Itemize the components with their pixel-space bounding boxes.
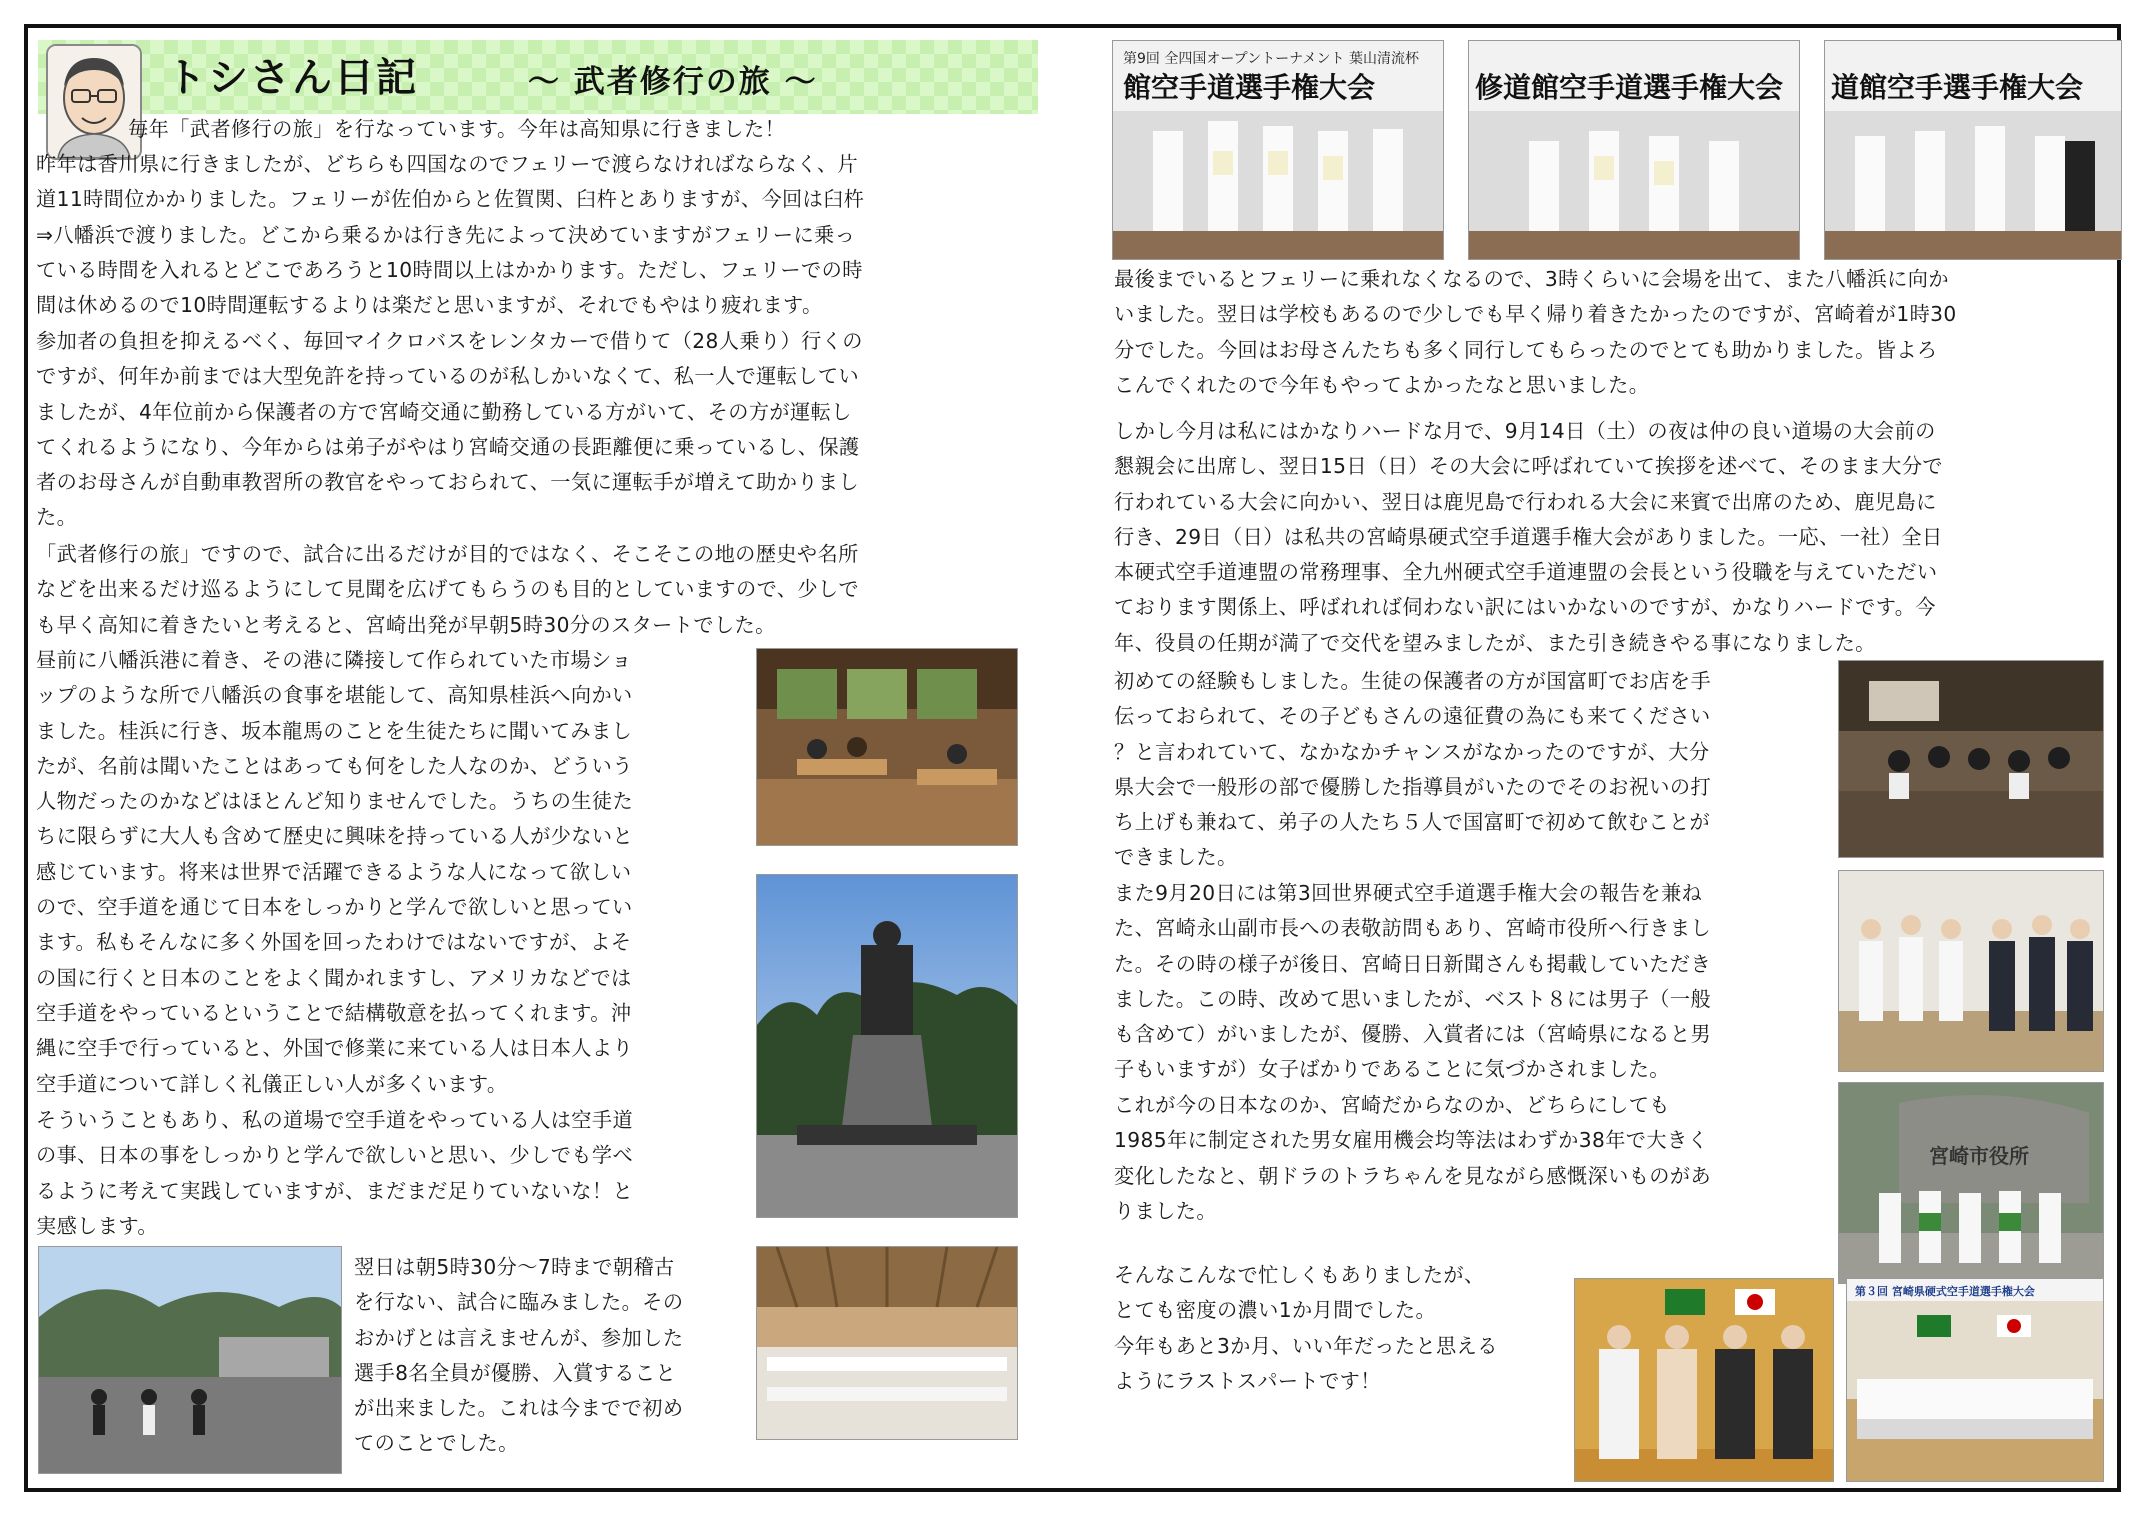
photo-restaurant (756, 648, 1018, 846)
photo-podium-1 (1112, 40, 1444, 260)
photo-celebration-dinner (1838, 660, 2104, 858)
header-banner (38, 40, 1038, 114)
paragraph-ferry: 昨年は香川県に行きましたが、どちらも四国なのでフェリーで渡らなければならなく、片 道11時間位かかりました。フェリーが佐伯からと佐賀関、臼杵とありますが、今回は臼杵 ⇒八幡浜で渡りました。どこから乗るかは行き先によって決めていますがフェリーに乗っ ている時間を入れるとどこであろうと10時間以上はかかります。ただし、フェリーでの時 間は休めるので10時間運転するよりは楽だと思いますが、それでもやはり疲れます。 (36, 152, 865, 318)
paragraph-equality: これが今の日本なのか、宮崎だからなのか、どちらにしても 1985年に制定された男女雇用機会均等法はわずか38年で大きく 変化したなと、朝ドラのトラちゃんを見ながら感慨深いものがあ りました。 (1114, 1093, 1712, 1223)
paragraph-return: 最後までいるとフェリーに乗れなくなるので、3時くらいに会場を出て、また八幡浜に向か いました。翌日は学校もあるので少しでも早く帰り着きたかったのですが、宮崎着が1時30 分でした。今回はお母さんたちも多く同行してもらったのでとても助かりました。皆よろ こんでくれたので今年もやってよかったなと思いました。 (1114, 267, 1957, 397)
newsletter-page (24, 24, 2121, 1492)
photo-ryoma-statue (756, 874, 1018, 1218)
paragraph-first-experience: 初めての経験もしました。生徒の保護者の方が国富町でお店を手 伝っておられて、その子どもさんの遠征費の為にも来てください ？と言われていて、なかなかチャンスがなかったのですが、大分 県大会で一般形の部で優勝した指導員がいたのでそのお祝いの打 ち上げも兼ねて、弟子の人たち５人で国富町で初めて飲むことが できました。 (1114, 669, 1712, 870)
banner-text-4: 道館空手選手権大会 (1831, 71, 2084, 104)
paragraph-busy-month: しかし今月は私にはかなりハードな月で、9月14日（土）の夜は仲の良い道場の大会前の 懇親会に出席し、翌日15日（日）その大会に呼ばれていて挨拶を述べて、そのまま大分で 行われている大会に向かい、翌日は鹿児島で行われる大会に来賓で出席のため、鹿児島に 行き、29日（日）は私共の宮崎県硬式空手道選手権大会がありました。一応、一社）全日 本硬式空手道連盟の常務理事、全九州硬式空手道連盟の会長という役職を与えていただい ております関係上、呼ばれれば伺わない訳にはいかないのですが、かなりハードです。今 年、役員の任期が満了で交代を望みましたが、また引き続きやる事になりました。 (1114, 419, 1944, 655)
photo-city-hall (1838, 1082, 2104, 1284)
author-caricature-icon (48, 46, 140, 158)
paragraph-purpose: 「武者修行の旅」ですので、試合に出るだけが目的ではなく、そこそこの地の歴史や名所 などを出来るだけ巡るようにして見聞を広げてもらうのも目的としていますので、少しで も早く高知に着きたいと考えると、宮崎出発が早朝5時30分のスタートでした。 (36, 542, 860, 637)
paragraph-closing: そんなこんなで忙しくもありましたが、 とても密度の濃い1か月間でした。 今年もあと3か月、いい年だったと思える ようにラストスパートです！ (1114, 1263, 1498, 1393)
intro-paragraph: 毎年「武者修行の旅」を行なっています。今年は高知県に行きました！ (128, 117, 786, 141)
photo-morning-training (38, 1246, 342, 1474)
photo-podium-2 (1468, 40, 1800, 260)
photo-tournament-group (1846, 1278, 2104, 1482)
paragraph-microbus: 参加者の負担を抑えるべく、毎回マイクロバスをレンタカーで借りて（28人乗り）行くの ですが、何年か前までは大型免許を持っているのが私しかいなくて、私一人で運転してい ましたが、4年位前から保護者の方で宮崎交通に勤務している方がいて、その方が運転し てくれるようになり、今年からは弟子がやはり宮崎交通の長距離便に乗っているし、保護 者のお母さんが自動車教習所の教官をやっておられて、一気に運転手が増えて助かりまし た。 (36, 329, 863, 530)
banner-text-2: 館空手道選手権大会 (1123, 71, 1376, 104)
photo-tournament-hall (756, 1246, 1018, 1440)
page-title: トシさん日記 (166, 55, 418, 101)
photo-podium-3 (1824, 40, 2122, 260)
tournament-banner-text: 第３回 宮崎県硬式空手道選手権大会 (1855, 1285, 2035, 1298)
paragraph-katsurahama: 昼前に八幡浜港に着き、その港に隣接して作られていた市場ショ ップのような所で八幡浜の食事を堪能して、高知県桂浜へ向かい ました。桂浜に行き、坂本龍馬のことを生徒たちに聞いてみまし たが、名前は聞いたことはあっても何をした人なのか、どういう 人物だったのかなどはほとんど知りませんでした。うちの生徒た ちに限らずに大人も含めて歴史に興味を持っている人が少ないと 感じています。将来は世界で活躍できるような人になって欲しい ので、空手道を通じて日本をしっかりと学んで欲しいと思ってい ます。私もそんなに多く外国を回ったわけではないですが、よそ の国に行くと日本のことをよく聞かれますし、アメリカなどでは 空手道をやっているということで結構敬意を払ってくれます。沖 縄に空手で行っていると、外国で修業に来ている人は日本人より 空手道について詳しく礼儀正しい人が多くいます。 (36, 648, 634, 1096)
page-subtitle: ～ 武者修行の旅 ～ (528, 64, 818, 100)
paragraph-reflection: そういうこともあり、私の道場で空手道をやっている人は空手道 の事、日本の事をしっかりと学んで欲しいと思い、少しでも学べ るように考えて実践していますが、まだまだ足りていないな！と 実感します。 (36, 1108, 634, 1238)
photo-officials (1574, 1278, 1834, 1482)
green-flag-icon (1665, 1289, 1705, 1315)
banner-text-1: 第9回 全四国オープントーナメント 葉山清流杯 (1123, 51, 1419, 67)
paragraph-next-day: 翌日は朝5時30分～7時まで朝稽古 を行ない、試合に臨みました。その おかげとは言えませんが、参加した 選手8名全員が優勝、入賞すること が出来ました。これは今までで初め てのことでした。 (354, 1255, 684, 1456)
photo-courtesy-visit (1838, 870, 2104, 1072)
banner-text-3: 修道館空手道選手権大会 (1475, 71, 1784, 104)
paragraph-city-hall: また9月20日には第3回世界硬式空手道選手権大会の報告を兼ね た、宮崎永山副市長への表敬訪問もあり、宮崎市役所へ行きまし た。その時の様子が後日、宮崎日日新聞さんも掲載していただき ました。この時、改めて思いましたが、ベスト８には男子（一般 も含めて）がいましたが、優勝、入賞者には（宮崎県になると男 子もいますが）女子ばかりであることに気づかされました。 (1114, 881, 1712, 1082)
city-hall-sign-text: 宮崎市役所 (1929, 1144, 2029, 1168)
